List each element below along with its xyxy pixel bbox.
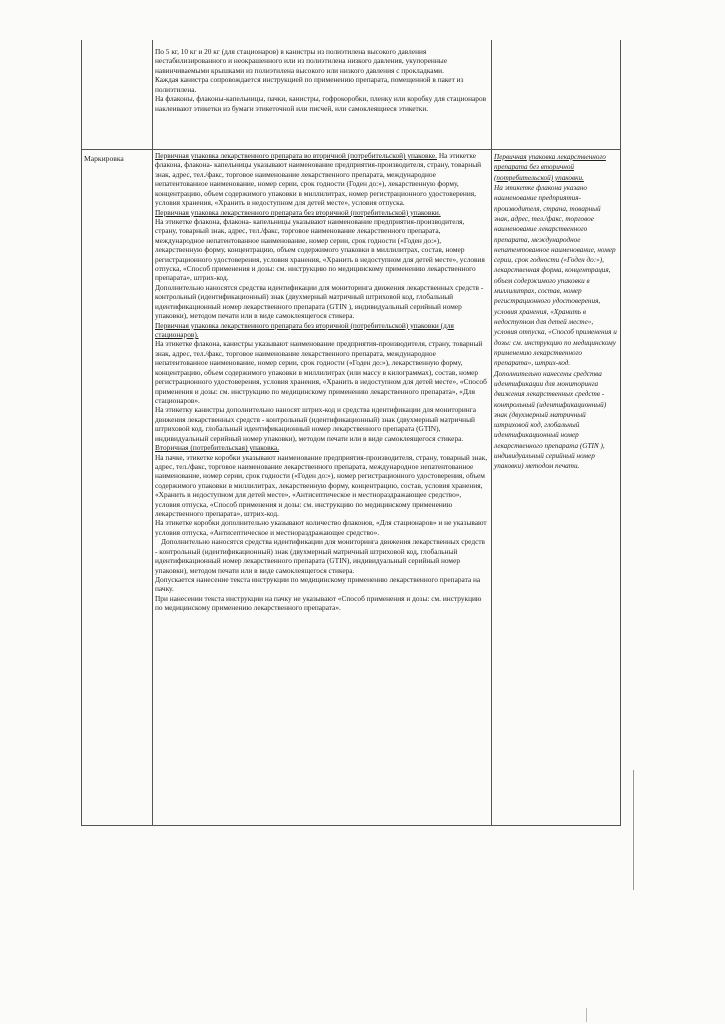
paragraph: На этикетке флакона, флакона- капельницы указывают наименование предприятия-производителя, страну, товарный знак, адрес, тел./факс, торговое наименование лекарственного препарата, международное непатентованное наименование, номер серии, срок годности («Годен до:»), лекарственную форму, концентрацию, объем содержимого упаковки в миллилитрах, состав, номер регистрационного удостоверения, условия хранения, «Хранить в недоступном для детей месте», условия отпуска, «Способ применения и дозы: см. инструкцию по медицинскому применению лекарственного препарата», штрих-код.	[155, 216, 485, 283]
paragraph: На флаконы, флаконы-капельницы, пачки, канистры, гофрокоробки, пленку или коробку для стационаров наклеивают этикетки из бумаги этикеточной или писчей, или самоклеящиеся этикетки.	[155, 94, 487, 113]
paragraph: Первичная упаковка лекарственного препарата без вторичной (потребительской) упаковки (для стационаров).	[155, 320, 454, 340]
column-divider-2	[491, 40, 492, 826]
paragraph: На пачке, этикетке коробки указывают наименование предприятия-производителя, страну, товарный знак, адрес, тел./факс, торговое наименование лекарственного препарата, международное непатентованное наименование, номер серии, срок годности («Годен до:»), номер регистрационного удостоверения, объем содержимого упаковки в миллилитрах, лекарственную форму, концентрацию, состав, условия хранения, «Хранить в недоступном для детей месте», «Антисептическое и местнораздражающее средство», условия отпуска, «Способ применения и дозы: см. инструкцию по медицинскому применению лекарственного препарата», штрих-код.	[155, 452, 488, 519]
paragraph	[155, 151, 488, 208]
paragraph: Первичная упаковка лекарственного препарата без вторичной (потребительской) упаковки.	[494, 153, 606, 182]
column-divider-1	[152, 40, 153, 826]
paragraph: Каждая канистра сопровождается инструкцией по применению препарата, помещенной в пакет из полиэтилена.	[155, 75, 464, 94]
paragraph: Дополнительно наносятся средства идентификации для мониторинга движения лекарственных средств - контрольный (идентификационный) знак (двухмерный матричный штриховой код, глобальный идентификационный номер лекарственного препарата (GTIN ), индивидуальный серийный номер упаковки), методом печати или в виде самоклеящегося стикера.	[155, 282, 484, 321]
marking-block	[155, 151, 488, 613]
actual-column	[494, 152, 617, 472]
paragraph: Дополнительно наносятся средства идентификации для мониторинга движения лекарственных средств - контрольный (идентификационный) знак (двухмерный матричный штриховой код, глобальный идентификационный номер лекарственного препарата (GTIN), индивидуальный серийный номер упаковки), методом печати или в виде самоклеящегося стикера.	[155, 537, 486, 575]
paragraph: На этикетке флакона, канистры указывают наименование предприятия-производителя, страну, товарный знак, адрес, тел./факс, торговое наименование лекарственного препарата, международное непатентованное наименование, номер серии, срок годности («Годен до:»), лекарственную форму, концентрацию, объем содержимого упаковки в миллилитрах (или массу в килограммах), состав, номер регистрационного удостоверения, условия хранения, «Хранить в недоступном для детей месте», «Способ применения и дозы: см. инструкцию по медицинскому применению лекарственного препарата», «Для стационаров».	[155, 339, 487, 405]
top-block	[155, 47, 488, 151]
table-bottom-border	[81, 825, 621, 826]
paragraph: На этикетке коробки дополнительно указывают количество флаконов, «Для стационаров» и не указывают условия отпуска, «Антисептическое и местнораздражающее средство».	[155, 518, 487, 537]
page-edge-line	[633, 770, 634, 890]
paragraph: На этикетке флакона указано наименование предприятия-производителя, страна, товарный знак, адрес, тел./факс, торговое наименование лекарственного препарата, международное непатентованное наименование, номер серии, срок годности («Годен до:»), лекарственная форма, концентрация, объем содержимого упаковки в миллилитрах, состав, номер регистрационного удостоверения, условия хранения, «Хранить в недоступном для детей месте», условия отпуска, «Способ применения и дозы: см. инструкцию по медицинскому применению лекарственного препарата», штрих-код. Дополнительно нанесены средства идентификации для мониторинга движения лекарственных средств - контрольный (идентификационный) знак (двухмерный матричный штриховой код, глобальный идентификационный номер лекарственного препарата (GTIN ), индивидуальный серийный номер упаковки) методом печати.	[494, 183, 617, 471]
paragraph: Вторичная (потребительская) упаковка.	[155, 443, 280, 453]
table-right-border	[620, 40, 621, 826]
paragraph: Первичная упаковка лекарственного препарата без вторичной (потребительской) упаковки.	[155, 207, 441, 217]
scan-mark	[586, 1008, 607, 1022]
paragraph: Допускается нанесение текста инструкции по медицинскому применению лекарственного препарата на пачку.	[155, 574, 481, 594]
description-column	[155, 47, 488, 613]
text-run: Первичная упаковка лекарственного препарата во вторичной (потребительской) упаковке.	[155, 151, 437, 160]
table-left-border	[81, 40, 82, 826]
text-run: На этикетке флакона, флакона- капельницы указывают наименование предприятия-производителя, страну, товарный знак, адрес, тел./факс, торговое наименование лекарственного препарата, международное непатентованное наименование, номер серии, срок годности (Годен до:»), лекарственную форму, концентрацию, объем содержимого упаковки в миллилитрах, номер регистрационного удостоверения, условия хранения, «Хранить в недоступном для детей месте», условия отпуска.	[155, 151, 482, 208]
paragraph: При нанесении текста инструкции на пачку не указывают «Способ применения и дозы: см. инструкцию по медицинскому применению лекарственного препарата».	[155, 593, 482, 613]
paragraph: По 5 кг, 10 кг и 20 кг (для стационаров) в канистры из полиэтилена высокого давления нестабилизированного и неокрашенного или из полиэтилена низкого давления, укупоренные навинчиваемыми крышками из полиэтилена высокого или низкого давления с прокладками.	[155, 47, 447, 75]
row-label: Маркировка	[84, 154, 124, 163]
paragraph: На этикетку канистры дополнительно наносят штрих-код и средства идентификации для мониторинга движения лекарственных средств - контрольный (идентификационный) знак (двухмерный матричный штриховой код, глобальный идентификационный номер лекарственного препарата (GTIN), индивидуальный серийный номер упаковки), методом печати или в виде самоклеящегося стикера.	[155, 405, 476, 443]
